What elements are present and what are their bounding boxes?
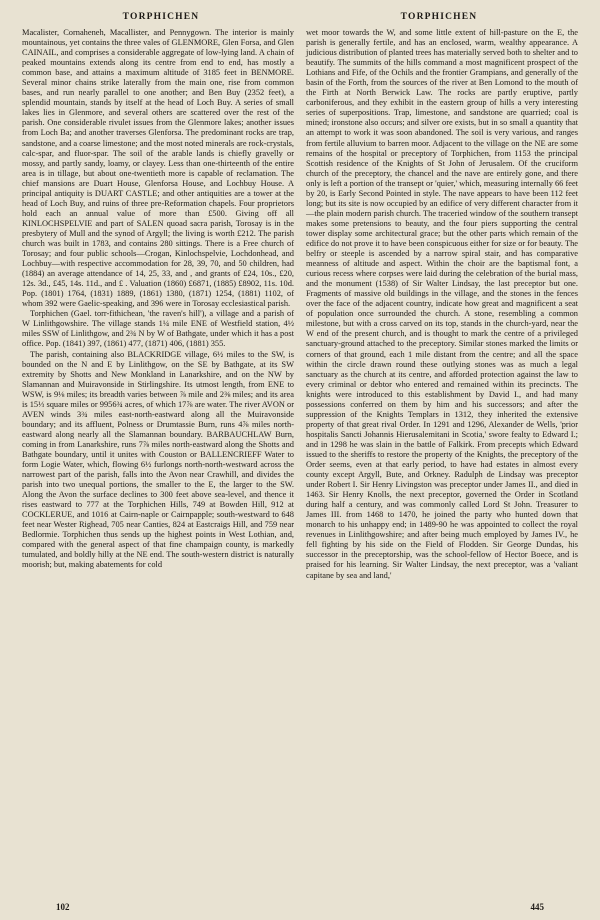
right-column [306,28,578,581]
running-head-left: TORPHICHEN [122,12,200,22]
page-number-left: 102 [56,902,70,912]
paragraph: wet moor towards the W, and some little extent of hill-pasture on the E, the parish is generally fertile, and has an enclosed, warm, wealthy appearance. A judicious distribution of planted trees has materially served both to shelter and to beautify. The summits of the hills command a most magnificent prospect of the Lothians and Fife, of the Ochils and the frontier Grampians, and generally of the basin of the Forth, from the sources of the river at Ben Lomond to the mouth of the Firth at North Berwick Law. The rocks are partly eruptive, partly carboniferous, and they exhibit in the eastern group of hills a very interesting series of superpositions. Trap, limestone, and sandstone are quarried; coal is mined; ironstone also occurs; and silver ore exists, but in so small a quantity that an attempt to work it was soon abandoned. The soil is very various, and ranges from fertile alluvium to barren moor. Adjacent to the village on the NE are some remains of the hospital or preceptory of Torphichen, from 1153 the principal Scottish residence of the Knights of St John of Jerusalem. Of the cruciform church of the preceptory, the chancel and the nave are entirely gone, and there only is left a portion of the transept or 'quier,' which, measuring internally 66 feet by 20, is Early Second Pointed in style. The nave appears to have been 112 feet long; but its site is now occupied by an edifice of very different character from it—the plain modern parish church. The traceried window of the southern transept makes some pretensions to beauty, and the four piers supporting the central tower display some architectural grace; but the other parts which remain of the edifice do not prove it to have been conspicuous either for size or for beauty. The belfry or steeple is ascended by a narrow spiral stair, and has comparative meanness of altitude and aspect. Within the choir are the baptismal font, a curious recess where corpses were laid during the celebration of the burial mass, and the monument (1538) of Sir Walter Lindsay, the last preceptor but one. Fragments of massive old buildings in the village, and the stones in the fences over the face of the adjacent country, indicate how great and magnificent a seat of population once surrounded the church. A stone, resembling a common milestone, but with a cross carved on its top, stands in the church-yard, near the W end of the present church, and is thought to mark the centre of a privileged sanctuary-ground attached to the preceptory. Similar stones marked the limits or corners of that ground, each 1 mile distant from the centre; and all the space within the circle drawn round these outlying stones was as much a legal sanctuary as the church at its centre, and afforded protection against the law to every criminal or debtor who entered and remained within its precincts. The knights were introduced to this establishment by David I., and had many possessions conferred on them by him and his successors; and after the suppression of the Knights Templars in 1312, they inherited the extensive property of that great rival Order. In 1291 and 1296, Alexander de Wells, 'prior hospitalis Sancti Johannis Hierusalemitani in Scotia,' swore fealty to Edward I.; and in 1298 he was slain in the battle of Falkirk. From precepts which Edward issued to the sheriffs to restore the property of the Knights, the preceptory of the Order seems, even at that early period, to have had estates in almost every county except Argyll, Bute, and Orkney. Radulph de Lindsay was preceptor under Robert I. Sir Henry Livingston was preceptor under James II., and died in 1463. Sir Henry Knolls, the next preceptor, governed the Order in Scotland during half a century, and was commonly called Lord St John. Treasurer to James III. from 1468 to 1470, he joined the party who hunted down that monarch to his unhappy end; in 1489-90 he was appointed to collect the royal revenues in Linlithgowshire; and after being much employed by James IV., he fell fighting by his side on the Field of Flodden. Sir George Dundas, his successor in the preceptorship, was the school-fellow of Hector Boece, and is praised for his learning. Sir Walter Lindsay, the next preceptor, was a 'valiant capitane by sea and land,' [306,28,579,580]
page-number-right: 445 [530,902,544,912]
paragraph: Torphichen (Gael. torr-fithichean, 'the raven's hill'), a village and a parish of W Linlithgowshire. The village stands 1¼ mile ENE of Westfield station, 4½ miles SSW of Linlithgow, and 2¾ N by W of Bathgate, under which it has a post office. Pop. (1841) 397, (1861) 477, (1871) 406, (1881) 355. [22,309,294,349]
text-columns [22,28,578,581]
left-column [22,28,294,581]
running-head-right: TORPHICHEN [400,12,478,22]
running-head [22,12,578,22]
paragraph: The parish, containing also BLACKRIDGE village, 6½ miles to the SW, is bounded on the N and E by Linlithgow, on the SE by Bathgate, at its SW extremity by Shotts and New Monkland in Lanarkshire, and on the NW by Slamannan and Muiravonside in Stirlingshire. Its utmost length, from ENE to WSW, is 9⅛ miles; its breadth varies between ⅞ mile and 2⅜ miles; and its area is 15⅓ square miles or 9956¾ acres, of which 17⅞ are water. The river AVON or AVEN winds 3¾ miles east-north-eastward along all the Muiravonside boundary; and its affluent, Polness or Drumtassie Burn, runs 4⅞ miles north-eastward along nearly all the Slamannan boundary. BARBAUCHLAW Burn, coming in from Lanarkshire, runs 7⅞ miles north-eastward along the Shotts and Bathgate boundary, until it unites with Couston or BALLENCRIEFF Water to form Logie Water, which, flowing 6½ furlongs north-north-westward across the narrowest part of the parish, falls into the Avon near Crawhill, and divides the parish into two unequal portions, the smaller to the E, the larger to the SW. Along the Avon the surface declines to 300 feet above sea-level, and thence it rises eastward to 777 at the Torphichen Hills, 749 at Bowden Hill, 912 at COCKLERUE, and 1016 at Cairn-naple or Cairnpapple; south-westward to 648 feet near Wester Righead, 705 near Canties, 824 at Eastcraigs Hill, and 759 near Bedlormie. Torphichen thus sends up the highest points in West Lothian, and, compared with the general aspect of that fine champaign county, is markedly tumulated, and boldly hilly at the NE end. The south-western district is naturally moorish; but, making abatements for cold [22,349,294,570]
paragraph: Macalister, Cornaheneh, Macallister, and Pennygown. The interior is mainly mountainous, yet contains the three vales of GLENMORE, Glen Forsa, and Glen CAINAIL, and comprises a considerable aggregate of low-lying land. A chain of peaked mountains extends along its centre from end to end, has mostly a common base, and attains a maximum altitude of 3185 feet in BENMORE. Several minor chains strike laterally from the main one, rise from common bases, and run nearly parallel to one another; and Ben Buy (2352 feet), a splendid mountain, stands by itself at the head of Loch Buy. A series of small lakes lies in Glenmore, and several others are scattered over the rest of the parish. One considerable rivulet issues from the Glenmore lakes; another issues from Loch Ba; and another traverses Glenforsa. The predominant rocks are trap, sandstone, and a coarse limestone; and the most noted minerals are rock-crystals, calc-spar, and fluor-spar. The soil of the arable lands is chiefly gravelly or mossy, and partly sandy, loamy, or clayey. Less than one-thirteenth of the entire area is in tillage, but about one-twentieth more is capable of reclamation. The chief mansions are Duart House, Glenforsa House, and Lochbuy House. A principal antiquity is DUART CASTLE; and other antiquities are a tower at the head of Loch Buy, and ruins of three pre-Reformation chapels. Four proprietors hold each an annual value of more than £500. Giving off all KINLOCHSPELVIE and part of SALEN quoad sacra parish, Torosay is in the presbytery of Mull and the synod of Argyll; the living is worth £212. The parish church was built in 1783, and contains 280 sittings. There is a Free church of Torosay; and four public schools—Crogan, Kinlochspelvie, Lochdonhead, and Lochbuy—with respective accommodation for 28, 39, 70, and 50 children, had (1884) an average attendance of 14, 25, 33, and , and grants of £24, 10s., £20, 12s. 3d., £45, 14s. 11d., and £ . Valuation (1860) £6871, (1885) £8902, 11s. 10d. Pop. (1801) 1764, (1831) 1889, (1861) 1380, (1871) 1254, (1881) 1102, of whom 392 were Gaelic-speaking, and 396 were in Torosay ecclesiastical parish. [22,28,294,309]
